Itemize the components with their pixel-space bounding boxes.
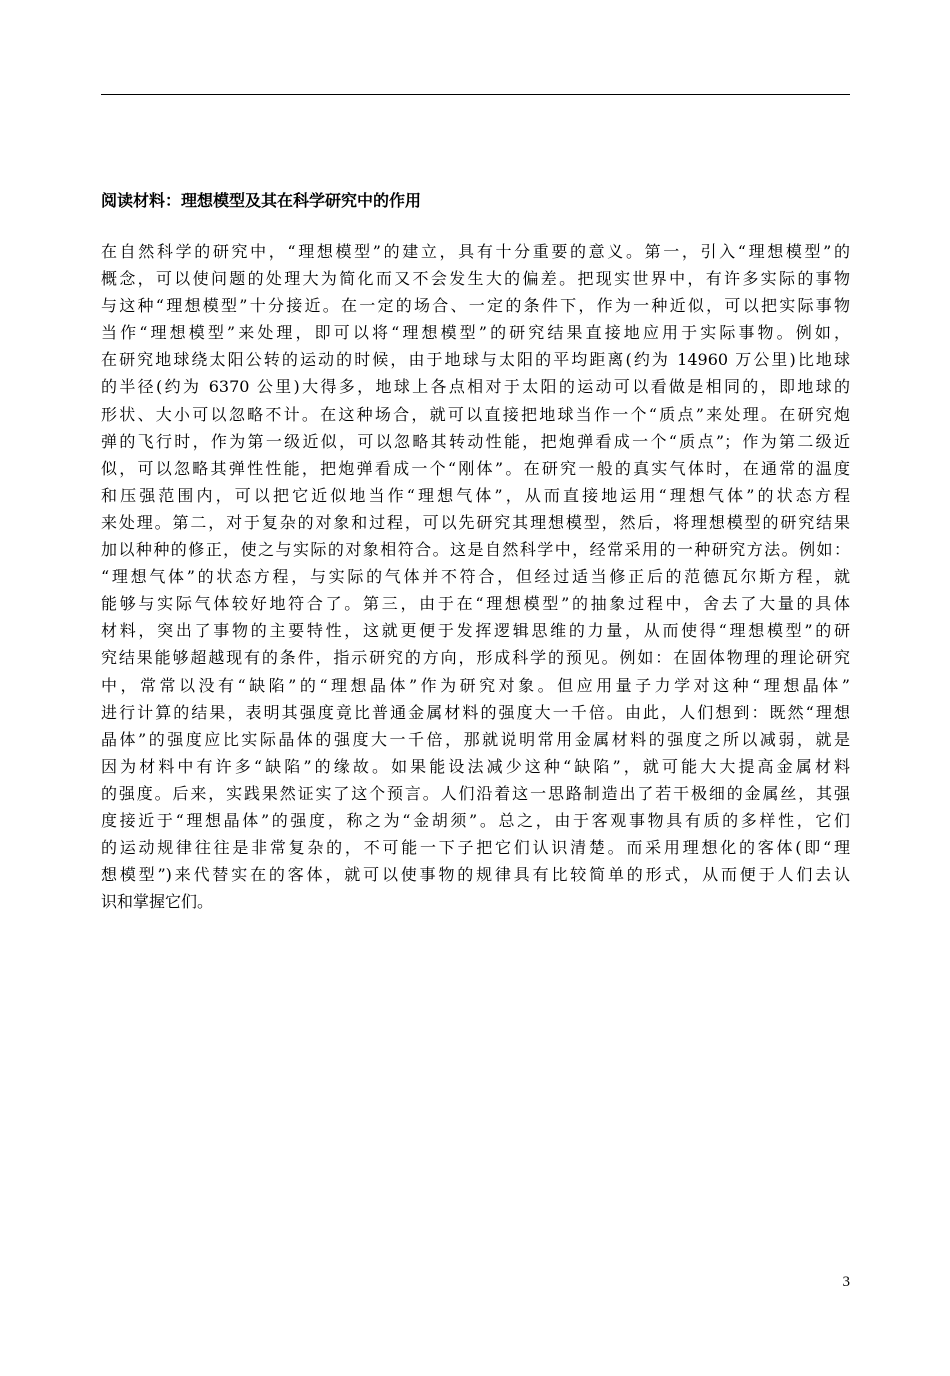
- paragraph-line: 的强度。后来，实践果然证实了这个预言。人们沿着这一思路制造出了若干极细的金属丝，其强: [101, 783, 850, 803]
- paragraph-line: 究结果能够超越现有的条件，指示研究的方向，形成科学的预见。例如：在固体物理的理论研究: [101, 648, 850, 668]
- paragraph-line: 识和掌握它们。: [101, 892, 214, 912]
- paragraph-line: 来处理。第二，对于复杂的对象和过程，可以先研究其理想模型，然后，将理想模型的研究结果: [101, 512, 850, 532]
- paragraph-line: 在研究地球绕太阳公转的运动的时候，由于地球与太阳的平均距离(约为 14960 万公里)比地球: [101, 350, 850, 370]
- paragraph-line: 想模型”)来代替实在的客体，就可以使事物的规律具有比较简单的形式，从而便于人们去认: [101, 865, 850, 885]
- page-number: 3: [842, 1274, 850, 1290]
- paragraph-line: 度接近于“理想晶体”的强度，称之为“金胡须”。总之，由于客观事物具有质的多样性，它们: [101, 810, 850, 830]
- paragraph-line: 晶体”的强度应比实际晶体的强度大一千倍，那就说明常用金属材料的强度之所以减弱，就是: [101, 729, 850, 749]
- paragraph-line: 弹的飞行时，作为第一级近似，可以忽略其转动性能，把炮弹看成一个“质点”；作为第二级近: [101, 431, 850, 451]
- paragraph-line: “理想气体”的状态方程，与实际的气体并不符合，但经过适当修正后的范德瓦尔斯方程，就: [101, 567, 850, 587]
- document-title: 阅读材料：理想模型及其在科学研究中的作用: [101, 191, 422, 210]
- paragraph-line: 的半径(约为 6370 公里)大得多，地球上各点相对于太阳的运动可以看做是相同的，即地球的: [101, 377, 850, 397]
- paragraph-line: 进行计算的结果，表明其强度竟比普通金属材料的强度大一千倍。由此，人们想到：既然“理想: [101, 702, 850, 722]
- paragraph-line: 能够与实际气体较好地符合了。第三，由于在“理想模型”的抽象过程中，舍去了大量的具体: [101, 594, 850, 614]
- body-paragraph: [101, 238, 850, 915]
- paragraph-line: 当作“理想模型”来处理，即可以将“理想模型”的研究结果直接地应用于实际事物。例如，: [101, 323, 850, 343]
- paragraph-line: 材料，突出了事物的主要特性，这就更便于发挥逻辑思维的力量，从而使得“理想模型”的研: [101, 621, 850, 641]
- paragraph-line: 的运动规律往往是非常复杂的，不可能一下子把它们认识清楚。而采用理想化的客体(即“理: [101, 838, 850, 858]
- paragraph-line: 加以种种的修正，使之与实际的对象相符合。这是自然科学中，经常采用的一种研究方法。例如：: [101, 540, 850, 560]
- paragraph-line: 似，可以忽略其弹性性能，把炮弹看成一个“刚体”。在研究一般的真实气体时，在通常的温度: [101, 458, 850, 478]
- header-rule: [101, 94, 850, 95]
- paragraph-line: 概念，可以使问题的处理大为简化而又不会发生大的偏差。把现实世界中，有许多实际的事物: [101, 269, 850, 289]
- paragraph-line: 在自然科学的研究中，“理想模型”的建立，具有十分重要的意义。第一，引入“理想模型”的: [101, 242, 850, 261]
- paragraph-line: 因为材料中有许多“缺陷”的缘故。如果能设法减少这种“缺陷”，就可能大大提高金属材料: [101, 756, 850, 776]
- paragraph-line: 形状、大小可以忽略不计。在这种场合，就可以直接把地球当作一个“质点”来处理。在研究炮: [101, 404, 850, 424]
- paragraph-line: 中，常常以没有“缺陷”的“理想晶体”作为研究对象。但应用量子力学对这种“理想晶体”: [101, 675, 850, 695]
- paragraph-line: 与这种“理想模型”十分接近。在一定的场合、一定的条件下，作为一种近似，可以把实际事物: [101, 296, 850, 316]
- paragraph-line: 和压强范围内，可以把它近似地当作“理想气体”，从而直接地运用“理想气体”的状态方程: [101, 485, 850, 505]
